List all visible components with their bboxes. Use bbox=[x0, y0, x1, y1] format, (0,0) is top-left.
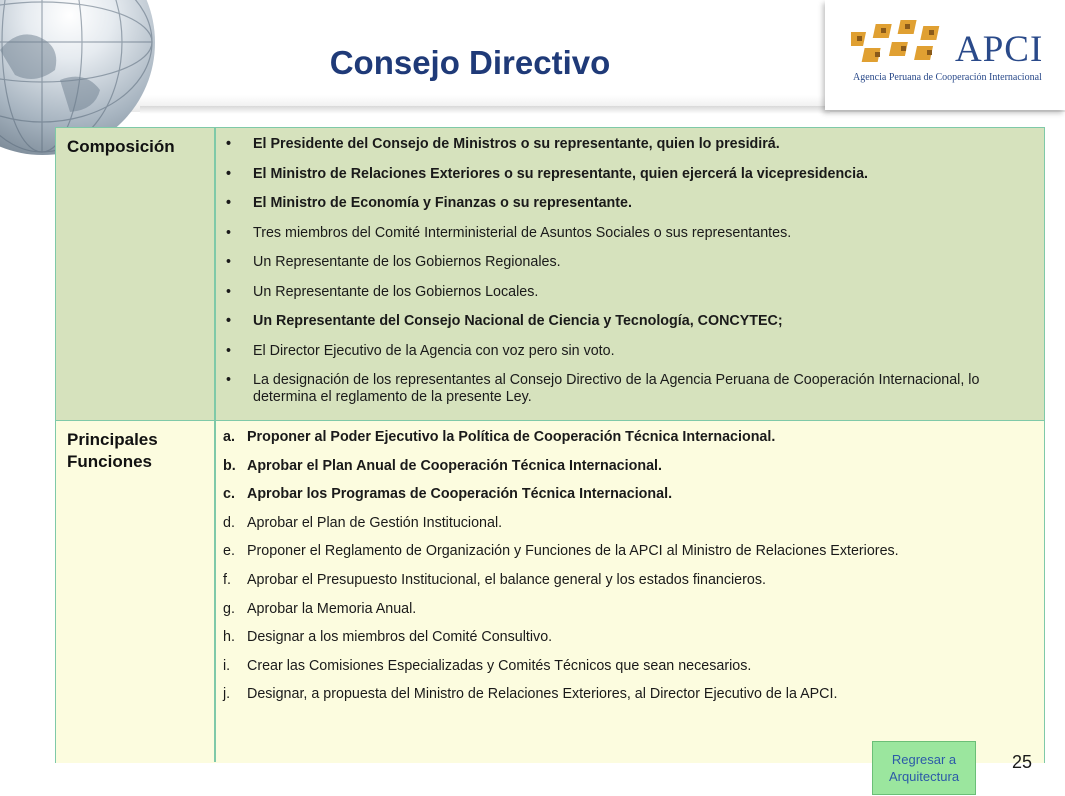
page-number: 25 bbox=[1012, 752, 1033, 772]
logo-name: APCI bbox=[955, 29, 1044, 70]
list-item: • Un Representante del Consejo Nacional de Ciencia y Tecnología, CONCYTEC; bbox=[226, 313, 783, 329]
list-item: e. Proponer el Reglamento de Organización y Funciones de la APCI al Ministro de Relaciones Exteriores. bbox=[223, 543, 899, 560]
apci-logo-icon bbox=[851, 18, 951, 68]
funciones-row bbox=[56, 421, 1044, 763]
logo-subtitle: Agencia Peruana de Cooperación Internacional bbox=[853, 72, 1042, 83]
list-item: • Un Representante de los Gobiernos Regionales. bbox=[226, 254, 561, 270]
list-item: • El Director Ejecutivo de la Agencia con voz pero sin voto. bbox=[226, 342, 615, 359]
list-item: h. Designar a los miembros del Comité Consultivo. bbox=[223, 629, 553, 646]
composicion-row bbox=[56, 128, 1044, 421]
back-to-architecture-button[interactable]: Regresar a Arquitectura bbox=[872, 741, 976, 795]
composicion-list bbox=[226, 136, 1034, 419]
list-item: • El Ministro de Economía y Finanzas o su representante. bbox=[226, 195, 632, 211]
list-item: • La designación de los representantes al Consejo Directivo de la Agencia Peruana de Cooperación Internacional, lo determina el reglamento de la presente Ley. bbox=[226, 372, 980, 405]
list-item: • El Presidente del Consejo de Ministros o su representante, quien lo presidirá. bbox=[226, 136, 780, 152]
funciones-list bbox=[223, 429, 1031, 715]
list-item: g. Aprobar la Memoria Anual. bbox=[223, 600, 417, 617]
header-rule bbox=[140, 106, 830, 114]
list-item: • Tres miembros del Comité Interministerial de Asuntos Sociales o sus representantes. bbox=[226, 224, 792, 241]
list-item: f. Aprobar el Presupuesto Institucional, el balance general y los estados financieros. bbox=[223, 571, 766, 588]
composicion-label: Composición bbox=[67, 137, 175, 156]
logo bbox=[825, 0, 1065, 110]
page-title: Consejo Directivo bbox=[329, 44, 611, 81]
list-item: d. Aprobar el Plan de Gestión Institucional. bbox=[223, 514, 503, 531]
list-item: • El Ministro de Relaciones Exteriores o su representante, quien ejercerá la vicepresidencia. bbox=[226, 165, 869, 182]
list-item: i. Crear las Comisiones Especializadas y Comités Técnicos que sean necesarios. bbox=[223, 657, 752, 674]
column-divider bbox=[214, 128, 216, 762]
list-item: b. Aprobar el Plan Anual de Cooperación Técnica Internacional. bbox=[223, 457, 662, 474]
list-item: a. Proponer al Poder Ejecutivo la Política de Cooperación Técnica Internacional. bbox=[223, 429, 776, 445]
council-table bbox=[55, 127, 1045, 763]
list-item: • Un Representante de los Gobiernos Locales. bbox=[226, 283, 539, 300]
list-item: j. Designar, a propuesta del Ministro de Relaciones Exteriores, al Director Ejecutivo de la APCI. bbox=[223, 686, 838, 703]
funciones-label: Principales Funciones bbox=[67, 430, 158, 471]
list-item: c. Aprobar los Programas de Cooperación Técnica Internacional. bbox=[223, 486, 673, 503]
